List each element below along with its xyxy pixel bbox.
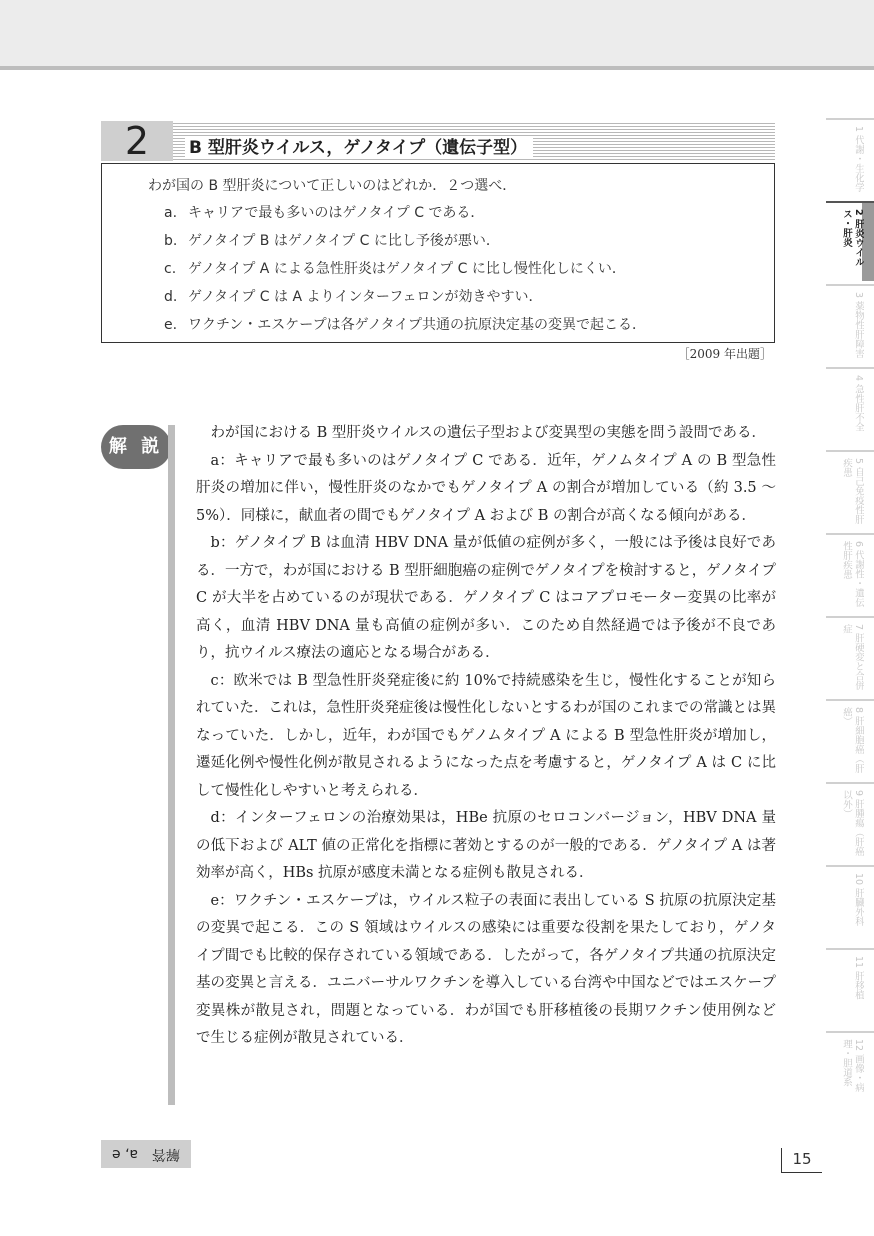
explanation-e: e：ワクチン・エスケープは，ウイルス粒子の表面に表出している S 抗原の抗原決定基の変異で起こる．この S 領域はウイルスの感染には重要な役割を果たしており，ゲノタイプ間でも比較的保存されている領域である．したがって，各ゲノタイプ共通の抗原決定基の変異と言える．ユニバーサルワクチンを導入している台湾や中国などではエスケープ変異株が散見され，問題となっている．わが国でも肝移植後の長期ワクチン使用例などで生じる症例が散見されている． bbox=[196, 892, 776, 1046]
question-number: 2 bbox=[124, 119, 150, 163]
option-a: a. キャリアで最も多いのはゲノタイプ C である． bbox=[164, 205, 485, 221]
option-c: c. ゲノタイプ A による急性肝炎はゲノタイプ C に比し慢性化しにくい． bbox=[164, 261, 626, 277]
explanation-intro: わが国における B 型肝炎ウイルスの遺伝子型および変異型の実態を問う設問である． bbox=[210, 425, 767, 441]
question-title: B 型肝炎ウイルス，ゲノタイプ（遺伝子型） bbox=[185, 137, 533, 159]
exam-year: ［2009 年出題］ bbox=[677, 347, 772, 361]
question-number-box bbox=[101, 121, 173, 161]
option-d: d. ゲノタイプ C は A よりインターフェロンが効きやすい． bbox=[164, 289, 543, 305]
answer-box: 解答 a, e bbox=[101, 1140, 191, 1168]
explanation-body bbox=[196, 420, 776, 1053]
explanation-badge: 解 説 bbox=[101, 425, 171, 469]
explanation-side-bar bbox=[168, 425, 175, 1105]
explanation-c: c：欧米では B 型急性肝炎発症後に約 10%で持続感染を生じ，慢性化することが知られていた．これは，急性肝炎発症後は慢性化しないとするわが国のこれまでの常識とは異なっていた．しかし，近年，わが国でもゲノムタイプ A による B 型急性肝炎が増加し，遷延化例や慢性化例が散見されるようになった点を考慮すると，ゲノタイプ A は C に比して慢性化しやすいと考えられる． bbox=[196, 672, 776, 799]
option-e: e. ワクチン・エスケープは各ゲノタイプ共通の抗原決定基の変異で起こる． bbox=[164, 317, 646, 333]
option-list bbox=[164, 202, 646, 342]
chapter-tab-11[interactable]: 11 肝移植 bbox=[826, 948, 874, 1028]
chapter-tab-6[interactable]: 6 代謝性・遺伝性肝疾患 bbox=[826, 533, 874, 613]
chapter-tab-10[interactable]: 10 肝臓外科 bbox=[826, 865, 874, 945]
question-header bbox=[101, 121, 775, 161]
page-number: 15 bbox=[781, 1148, 822, 1173]
question-box bbox=[101, 163, 775, 343]
option-b: b. ゲノタイプ B はゲノタイプ C に比し予後が悪い． bbox=[164, 233, 500, 249]
top-banner bbox=[0, 0, 874, 70]
chapter-tab-7[interactable]: 7 肝硬変と合併症 bbox=[826, 616, 874, 696]
chapter-tab-12[interactable]: 12 画像・病理・胆道系 bbox=[826, 1031, 874, 1111]
chapter-tab-8[interactable]: 8 肝細胞癌（肝癌） bbox=[826, 699, 874, 779]
chapter-tab-4[interactable]: 4 急性肝不全 bbox=[826, 367, 874, 447]
chapter-tab-3[interactable]: 3 薬物性肝障害 bbox=[826, 284, 874, 364]
explanation-b: b：ゲノタイプ B は血清 HBV DNA 量が低値の症例が多く，一般には予後は良好である．一方で，わが国における B 型肝細胞癌の症例でゲノタイプを検討すると，ゲノタイプ C が大半を占めているのが現状である．ゲノタイプ C はコアプロモーター変異の比率が高く，血清 HBV DNA 量も高値の症例が多い．このため自然経過では予後が不良であり，抗ウイルス療法の適応となる場合がある． bbox=[196, 535, 776, 661]
chapter-tab-2[interactable]: 2 肝炎ウイルス・肝炎 bbox=[826, 201, 874, 281]
explanation-a: a：キャリアで最も多いのはゲノタイプ C である．近年，ゲノムタイプ A の B 型急性肝炎の増加に伴い，慢性肝炎のなかでもゲノタイプ A の割合が増加している（約 3.5 ～ 5%）．同様に，献血者の間でもゲノタイプ A および B の割合が高くなる傾向がある． bbox=[196, 452, 776, 524]
question-stem: わが国の B 型肝炎について正しいのはどれか．２つ選べ． bbox=[148, 178, 517, 194]
chapter-tab-5[interactable]: 5 自己免疫性肝疾患 bbox=[826, 450, 874, 530]
explanation-d: d：インターフェロンの治療効果は，HBe 抗原のセロコンバージョン，HBV DNA 量の低下および ALT 値の正常化を指標に著効とするのが一般的である．ゲノタイプ A は著効率が高く，HBs 抗原が感度未満となる症例も散見される． bbox=[196, 810, 776, 881]
chapter-tab-9[interactable]: 9 肝腫瘍（肝癌以外） bbox=[826, 782, 874, 862]
chapter-tab-1[interactable]: 1 代謝・生化学 bbox=[826, 118, 874, 198]
